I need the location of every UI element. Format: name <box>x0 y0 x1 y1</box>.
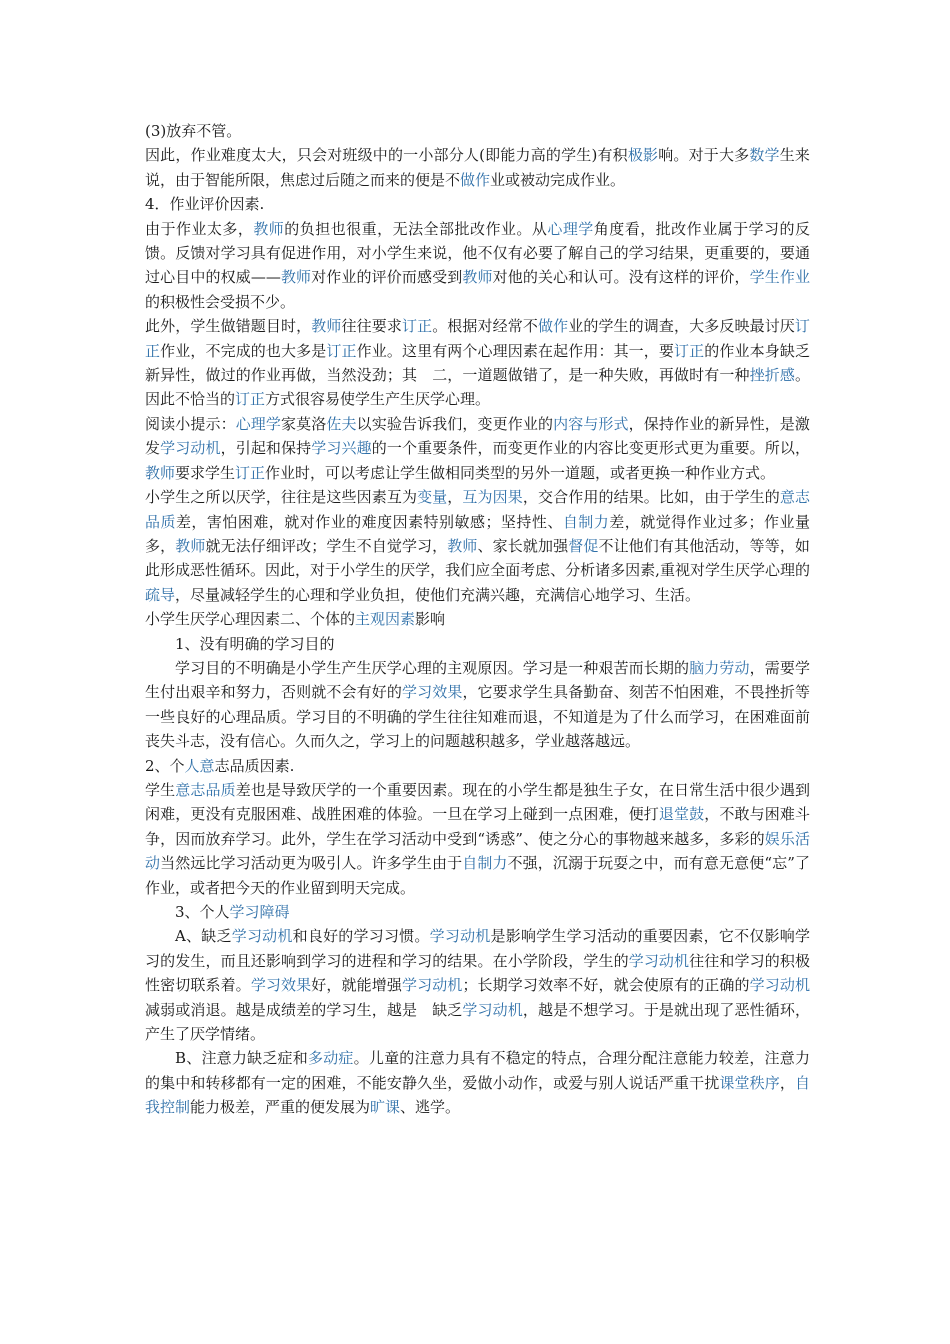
keyword-link[interactable]: 订正 <box>235 463 266 482</box>
text-segment: B、注意力缺乏症和 <box>175 1049 308 1068</box>
keyword-link[interactable]: 学习动机 <box>462 1000 523 1019</box>
subsection-heading <box>145 900 810 924</box>
keyword-link[interactable]: 教师 <box>175 536 206 555</box>
keyword-link[interactable]: 脑力劳动 <box>689 658 750 677</box>
document-page <box>145 119 810 1120</box>
keyword-link[interactable]: 数学 <box>749 146 780 165</box>
keyword-link[interactable]: 学习动机 <box>231 927 293 946</box>
text-segment: 就无法仔细评改；学生不自觉学习， <box>205 536 448 555</box>
paragraph <box>145 778 810 900</box>
keyword-link[interactable]: 学习障碍 <box>229 903 290 921</box>
text-segment: A、缺乏 <box>175 927 232 946</box>
section-heading <box>145 192 810 216</box>
text-segment: 生来说，由于智能所限，焦虑过后随之而来的便是不 <box>145 146 810 189</box>
keyword-link[interactable]: 教师 <box>253 219 285 238</box>
keyword-link[interactable]: 意志品质 <box>145 488 810 531</box>
keyword-link[interactable]: 自制力 <box>462 854 508 873</box>
text-segment: 不强，沉溺于玩耍之中，而有意无意便“忘”了作业，或者把今天的作业留到明天完成。 <box>145 854 810 897</box>
text-segment: 当然远比学习活动更为吸引人。许多学生由于 <box>160 854 463 873</box>
text-segment: 往往要求 <box>341 317 402 336</box>
keyword-link[interactable]: 学习动机 <box>429 927 491 946</box>
paragraph <box>145 143 810 192</box>
keyword-link[interactable]: 心理学 <box>235 414 282 433</box>
text-segment: 由于作业太多， <box>145 219 254 238</box>
text-segment: 是影响学生学习活动的重要因素，它不仅影响学习的发生，而且还影响到学习的进程和学习的结果。在小学阶段，学生的 <box>145 927 810 970</box>
keyword-link[interactable]: 互为因果 <box>462 488 523 507</box>
keyword-link[interactable]: 做作 <box>537 317 569 336</box>
text-segment: 2、个 <box>145 756 185 775</box>
text-segment: 以实验告诉我们，变更作业的 <box>356 414 554 433</box>
text-segment: 小学生厌学心理因素二、个体的 <box>145 610 356 629</box>
keyword-link[interactable]: 订正 <box>401 317 433 336</box>
text-segment: ，需要学生付出艰辛和努力，否则就不会有好的 <box>145 658 810 702</box>
text-segment: (3)放弃不管。 <box>145 122 242 140</box>
paragraph <box>145 119 810 143</box>
text-segment: 对作业的评价而感受到 <box>311 268 463 287</box>
keyword-link[interactable]: 学习兴趣 <box>311 439 372 458</box>
text-segment: 因此，作业难度太大，只会对班级中的一小部分人(即能力高的学生)有积 <box>145 146 628 165</box>
text-segment: 对他的关心和认可。没有这样的评价， <box>492 268 750 287</box>
text-segment: ，不敢与困难斗争，因而放弃学习。此外，学生在学习活动中受到“诱惑”、使之分心的事物越来越多，多彩的 <box>145 805 810 848</box>
keyword-link[interactable]: 挫折感 <box>749 366 795 385</box>
keyword-link[interactable]: 娱乐活动 <box>145 829 810 873</box>
text-segment: 此外，学生做错题目时， <box>145 317 312 336</box>
keyword-link[interactable]: 订正 <box>326 341 357 360</box>
text-segment: ，尽量减轻学生的心理和学业负担，使他们充满兴趣，充满信心地学习、生活。 <box>175 585 701 604</box>
text-segment: ， <box>779 1073 795 1092</box>
text-segment: 业或被动完成作业。 <box>490 170 626 189</box>
keyword-link[interactable]: 学习动机 <box>628 951 690 970</box>
keyword-link[interactable]: 疏导 <box>145 585 176 604</box>
text-segment: 、逃学。 <box>400 1098 461 1117</box>
keyword-link[interactable]: 课堂秩序 <box>719 1073 780 1092</box>
keyword-link[interactable]: 学生作业 <box>749 268 810 287</box>
keyword-link[interactable]: 人意 <box>184 756 215 775</box>
text-segment: 作业。这里有两个心理因素在起作用：其一，要 <box>356 341 675 360</box>
text-segment: ，引起和保持 <box>220 439 312 458</box>
keyword-link[interactable]: 意志品质 <box>175 780 236 799</box>
text-segment: 业的学生的调查，大多反映最讨厌 <box>568 317 795 336</box>
text-segment: 学习目的不明确是小学生产生厌学心理的主观原因。学习是一种艰苦而长期的 <box>175 658 690 677</box>
text-segment: 阅读小提示： <box>145 414 236 433</box>
keyword-link[interactable]: 自制力 <box>562 512 610 531</box>
text-segment: 学生 <box>145 780 176 799</box>
text-segment: 差，害怕困难，就对作业的难度因素特别敏感；坚持性、 <box>175 512 563 531</box>
text-segment: 和良好的学习习惯。 <box>292 927 430 946</box>
keyword-link[interactable]: 教师 <box>447 536 478 555</box>
text-segment: 方式很容易使学生产生厌学心理。 <box>265 390 491 409</box>
keyword-link[interactable]: 做作 <box>460 170 491 189</box>
keyword-link[interactable]: 学习动机 <box>749 976 810 995</box>
keyword-link[interactable]: 订正 <box>674 341 705 360</box>
text-segment: 的作业本身缺乏新异性，做过的作业再做，当然没劲；其 二，一道题做错了，是一种失败，再做时有一种 <box>145 341 810 385</box>
subsection-heading <box>145 754 810 778</box>
text-segment: 响。对于大多 <box>658 146 750 165</box>
text-segment: 影响 <box>415 610 446 629</box>
keyword-link[interactable]: 订正 <box>235 390 266 409</box>
text-segment: 作业时，可以考虑让学生做相同类型的另外一道题，或者更换一种作业方式。 <box>265 463 776 482</box>
text-segment: ，保持作业的新异性，是激发 <box>145 414 810 458</box>
text-segment: 1、没有明确的学习目的 <box>175 634 335 653</box>
keyword-link[interactable]: 教师 <box>311 317 342 336</box>
section-heading <box>145 607 810 631</box>
text-segment: 差，就觉得作业过多；作业量多， <box>145 512 810 555</box>
text-segment: 家莫洛 <box>281 414 327 433</box>
text-segment: ，交合作用的结果。比如，由于学生的 <box>522 488 780 507</box>
text-segment: 作业，不完成的也大多是 <box>160 341 327 360</box>
text-segment: 3、个人 <box>175 903 230 921</box>
text-segment: 往往和学习的积极性密切联系着。 <box>145 951 810 995</box>
text-segment: 的积极性会受损不少。 <box>145 292 296 311</box>
keyword-link[interactable]: 变量 <box>417 488 448 507</box>
keyword-link[interactable]: 订正 <box>145 317 810 360</box>
text-segment: 4．作业评价因素. <box>145 195 265 214</box>
keyword-link[interactable]: 退堂鼓 <box>658 805 705 824</box>
text-segment: 。儿童的注意力具有不稳定的特点，合理分配注意能力较差，注意力的集中和转移都有一定的困难，不能安静久坐，爱做小动作，或爱与别人说话严重干扰 <box>145 1049 810 1092</box>
text-segment: 能力极差，严重的便发展为 <box>190 1098 371 1117</box>
text-segment: 小学生之所以厌学，往往是这些因素互为 <box>145 488 418 507</box>
text-segment: ，越是不想学习。于是就出现了恶性循环，产生了厌学情绪。 <box>145 1000 810 1044</box>
paragraph <box>145 485 810 607</box>
keyword-link[interactable]: 教师 <box>145 463 176 482</box>
keyword-link[interactable]: 心理学 <box>547 219 594 238</box>
text-segment: 不让他们有其他活动，等等，如此形成恶性循环。因此，对于小学生的厌学，我们应全面考虑、分析诸多因素,重视对学生厌学心理的 <box>145 536 810 580</box>
keyword-link[interactable]: 学习动机 <box>401 976 463 995</box>
text-segment: 。根据对经常不 <box>432 317 538 336</box>
keyword-link[interactable]: 教师 <box>280 268 312 287</box>
text-segment: ；长期学习效率不好，就会使原有的正确的 <box>462 976 750 995</box>
keyword-link[interactable]: 主观因素 <box>355 610 416 629</box>
text-segment: 减弱或消退。越是成绩差的学习生，越是 缺乏 <box>145 1000 463 1019</box>
keyword-link[interactable]: 多动症 <box>308 1049 354 1068</box>
text-segment: 。因此不恰当的 <box>145 366 810 409</box>
paragraph <box>145 1046 810 1119</box>
subsection-heading <box>145 632 810 656</box>
text-segment: 要求学生 <box>175 463 236 482</box>
keyword-link[interactable]: 学习效果 <box>250 976 312 995</box>
text-segment: 差也是导致厌学的一个重要因素。现在的小学生都是独生子女，在日常生活中很少遇到闲难，更没有克服困难、战胜困难的体验。一旦在学习上碰到一点困难，便打 <box>145 780 810 824</box>
paragraph <box>145 314 810 412</box>
keyword-link[interactable]: 督促 <box>568 536 599 555</box>
keyword-link[interactable]: 学习效果 <box>401 683 463 702</box>
text-segment: 的一个重要条件，而变更作业的内容比变更形式更为重要。所以， <box>371 439 810 458</box>
text-segment: ， <box>447 488 463 507</box>
reading-tip <box>145 412 810 485</box>
keyword-link[interactable]: 旷课 <box>370 1098 401 1117</box>
paragraph <box>145 924 810 1046</box>
keyword-link[interactable]: 自我控制 <box>145 1073 810 1117</box>
text-segment: 的负担也很重，无法全部批改作业。从 <box>284 219 548 238</box>
keyword-link[interactable]: 学习动机 <box>160 439 221 458</box>
keyword-link[interactable]: 极影 <box>627 146 659 165</box>
text-segment: 角度看，批改作业属于学习的反馈。反馈对学习具有促进作用，对小学生来说，他不仅有必要了解自己的学习结果，更重要的，要通过心目中的权威—— <box>145 219 810 287</box>
paragraph <box>145 217 810 315</box>
text-segment: 好，就能增强 <box>311 976 402 995</box>
keyword-link[interactable]: 教师 <box>462 268 493 287</box>
text-segment: 志品质因素. <box>214 756 295 775</box>
text-segment: 、家长就加强 <box>477 536 569 555</box>
keyword-link[interactable]: 佐夫 <box>326 414 357 433</box>
paragraph <box>145 656 810 754</box>
text-segment: ，它要求学生具备勤奋、刻苦不怕困难，不畏挫折等一些良好的心理品质。学习目的不明确的学生往往知难而退，不知道是为了什么而学习，在困难面前丧失斗志，没有信心。久而久之，学习上的问题越积越多，学业越落越远。 <box>145 683 810 751</box>
keyword-link[interactable]: 内容与形式 <box>553 414 629 433</box>
